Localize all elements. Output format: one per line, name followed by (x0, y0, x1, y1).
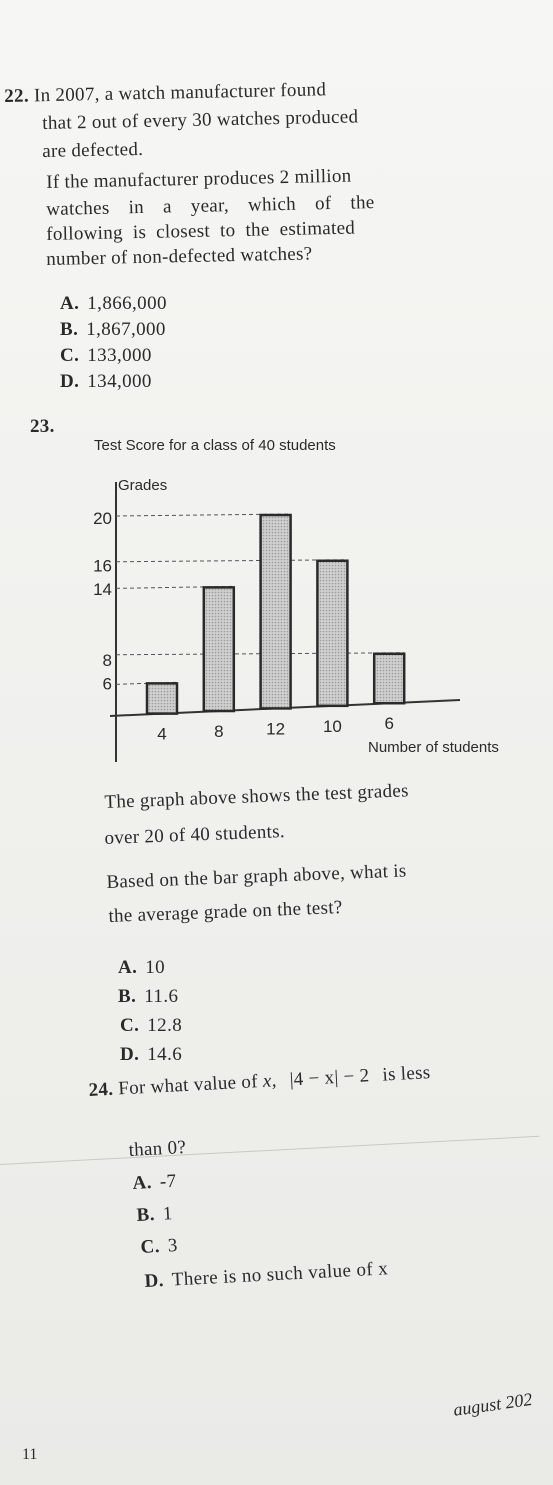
choice-c[interactable]: C. 3 (140, 1235, 179, 1258)
bar (261, 515, 291, 708)
x-tick-label: 6 (384, 714, 394, 734)
choice-c[interactable]: C. 12.8 (120, 1015, 183, 1036)
choice-d[interactable]: D. There is no such value of x (144, 1258, 389, 1292)
y-tick-label: 6 (102, 674, 112, 694)
bar (317, 561, 347, 706)
y-tick-label: 14 (93, 579, 112, 599)
bar-chart (70, 432, 550, 772)
question-text: the average grade on the test? (108, 897, 343, 927)
question-number: 23. (30, 416, 55, 437)
question-text: Based on the bar graph above, what is (106, 860, 407, 893)
choice-b[interactable]: B. 1 (136, 1203, 174, 1226)
choice-b[interactable]: B. 1,867,000 (60, 319, 166, 340)
question-text: are defected. (42, 138, 144, 162)
question-text: is less (381, 1062, 431, 1086)
question-number: 22. (4, 85, 30, 107)
bar (204, 587, 234, 711)
math-expression: |4 − x| − 2 (289, 1065, 370, 1091)
question-number: 24. (88, 1078, 114, 1101)
question-text: The graph above shows the test grades (104, 780, 410, 813)
question-text: watches in a year, which of the (46, 192, 375, 220)
choice-c[interactable]: C. 133,000 (60, 345, 152, 366)
question-text: If the manufacturer produces 2 million (46, 165, 352, 193)
question-text: For what value of (117, 1071, 259, 1100)
question-text: In 2007, a watch manufacturer found (33, 79, 327, 107)
bar (374, 654, 404, 703)
reference-line (116, 560, 347, 562)
y-tick-label: 8 (102, 650, 112, 670)
x-axis-label: Number of students (368, 739, 499, 756)
choice-a[interactable]: A. 1,866,000 (60, 293, 167, 314)
chart-title: Test Score for a class of 40 students (94, 437, 336, 454)
question-text: over 20 of 40 students. (104, 821, 286, 849)
y-axis-label: Grades (118, 477, 168, 494)
x-tick-label: 4 (157, 724, 167, 744)
question-text: that 2 out of every 30 watches produced (42, 106, 359, 134)
y-tick-labels (93, 509, 112, 693)
variable-x: x, (262, 1070, 278, 1092)
y-tick-label: 20 (93, 509, 112, 528)
question-text: number of non-defected watches? (46, 243, 313, 270)
question-text: than 0? (128, 1136, 187, 1161)
page-number: 11 (22, 1446, 38, 1463)
choice-d[interactable]: D. 134,000 (60, 371, 152, 392)
question-text: following is closest to the estimated (46, 217, 356, 245)
bars (147, 515, 404, 714)
x-tick-label: 12 (266, 719, 286, 739)
bar (147, 683, 177, 713)
choice-a[interactable]: A. -7 (132, 1170, 178, 1194)
choice-b[interactable]: B. 11.6 (118, 986, 179, 1007)
choice-d[interactable]: D. 14.6 (120, 1044, 183, 1065)
choice-a[interactable]: A. 10 (118, 957, 166, 978)
footer-note: august 202 (452, 1388, 534, 1420)
y-tick-label: 16 (93, 556, 112, 576)
x-tick-label: 10 (322, 716, 342, 736)
x-tick-label: 8 (214, 722, 224, 742)
x-tick-labels (157, 714, 394, 743)
